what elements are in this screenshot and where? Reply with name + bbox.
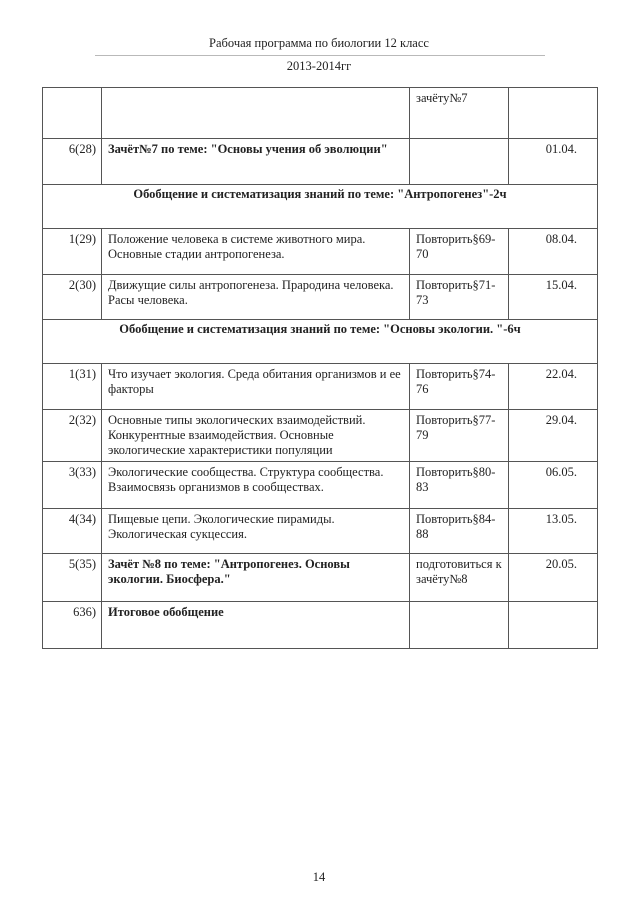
lesson-date: 29.04. — [509, 410, 598, 462]
header-title: Рабочая программа по биологии 12 класс — [209, 36, 429, 50]
lesson-number: 1(29) — [43, 229, 102, 275]
lesson-topic — [102, 88, 410, 139]
lesson-topic: Зачёт №8 по теме: "Антропогенез. Основы экологии. Биосфера." — [102, 554, 410, 602]
table-row — [43, 509, 598, 554]
lesson-topic: Движущие силы антропогенеза. Прародина человека. Расы человека. — [102, 275, 410, 320]
table-row — [43, 410, 598, 462]
lesson-number: 5(35) — [43, 554, 102, 602]
homework: Повторить§71-73 — [410, 275, 509, 320]
homework: зачёту№7 — [410, 88, 509, 139]
table-row — [43, 88, 598, 139]
lesson-date: 15.04. — [509, 275, 598, 320]
lesson-date: 01.04. — [509, 139, 598, 185]
lesson-number: 6(28) — [43, 139, 102, 185]
lesson-number: 3(33) — [43, 462, 102, 509]
lesson-number — [43, 88, 102, 139]
homework — [410, 139, 509, 185]
section-row — [43, 185, 598, 229]
table-row — [43, 554, 598, 602]
lesson-date: 22.04. — [509, 364, 598, 410]
lesson-number: 2(30) — [43, 275, 102, 320]
table-row — [43, 275, 598, 320]
homework: Повторить§69-70 — [410, 229, 509, 275]
lesson-topic: Зачёт№7 по теме: "Основы учения об эволюции" — [102, 139, 410, 185]
lesson-topic: Что изучает экология. Среда обитания организмов и ее факторы — [102, 364, 410, 410]
lesson-topic: Пищевые цепи. Экологические пирамиды. Экологическая сукцессия. — [102, 509, 410, 554]
header-divider — [95, 55, 545, 56]
homework: Повторить§77-79 — [410, 410, 509, 462]
homework: Повторить§84-88 — [410, 509, 509, 554]
lesson-topic: Основные типы экологических взаимодействий. Конкурентные взаимодействия. Основные экологические характеристики популяции — [102, 410, 410, 462]
lesson-number: 2(32) — [43, 410, 102, 462]
lesson-date: 08.04. — [509, 229, 598, 275]
table-row — [43, 602, 598, 649]
lesson-topic: Итоговое обобщение — [102, 602, 410, 649]
homework: подготовиться к зачёту№8 — [410, 554, 509, 602]
lesson-date — [509, 88, 598, 139]
homework — [410, 602, 509, 649]
lesson-date — [509, 602, 598, 649]
section-heading: Обобщение и систематизация знаний по теме: "Антропогенез"-2ч — [43, 185, 598, 229]
table-row — [43, 229, 598, 275]
table-row — [43, 462, 598, 509]
lesson-number: 1(31) — [43, 364, 102, 410]
lesson-date: 06.05. — [509, 462, 598, 509]
lesson-number: 636) — [43, 602, 102, 649]
homework: Повторить§80-83 — [410, 462, 509, 509]
header-years: 2013-2014гг — [286, 59, 352, 73]
homework: Повторить§74-76 — [410, 364, 509, 410]
lesson-date: 20.05. — [509, 554, 598, 602]
lesson-topic: Положение человека в системе животного мира. Основные стадии антропогенеза. — [102, 229, 410, 275]
lesson-date: 13.05. — [509, 509, 598, 554]
lesson-plan-table — [42, 87, 598, 649]
table-row — [43, 139, 598, 185]
lesson-topic: Экологические сообщества. Структура сообщества. Взаимосвязь организмов в сообществах. — [102, 462, 410, 509]
table-row — [43, 364, 598, 410]
page-number: 14 — [312, 870, 326, 884]
lesson-number: 4(34) — [43, 509, 102, 554]
section-heading: Обобщение и систематизация знаний по теме: "Основы экологии. "-6ч — [43, 320, 598, 364]
section-row — [43, 320, 598, 364]
